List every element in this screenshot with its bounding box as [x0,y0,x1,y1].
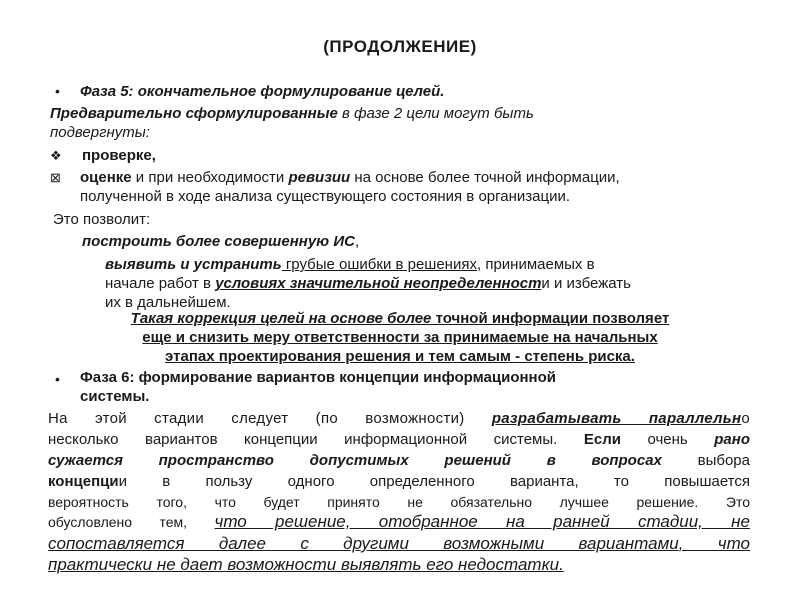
correction-line1: Такая коррекция целей на основе более точной информации позволяет [130,310,670,327]
correction-line3: этапах проектирования решения и тем самым - степень риска. [165,348,635,365]
slide-title: (ПРОДОЛЖЕНИЕ) [323,37,477,56]
pre-paragraph-line1: Предварительно сформулированные в фазе 2 цели могут быть [50,105,534,122]
benefit-1: построить более совершенную ИС, [82,233,360,250]
para-line8: практически не дает возможности выявлять его недостатки. [48,555,564,574]
para-line5: вероятность того, что будет принято не обязательно лучшее решение. Это [48,494,750,510]
para-line2: несколько вариантов концепции информационной системы. Если очень рано [48,431,750,448]
diamond-bullet-icon: ❖ [50,148,62,163]
item-check: проверке, [82,147,156,164]
item-review-line1: оценке и при необходимости ревизии на основе более точной информации, [80,169,620,186]
para-line1: На этой стадии следует (по возможности) разрабатывать параллельно [48,410,750,427]
benefit-2-line3: их в дальнейшем. [105,294,231,311]
pre-paragraph-line2: подвергнуты: [50,124,150,141]
para-line6: обусловлено тем, что решение, отобранное на ранней стадии, не [48,512,750,531]
para-line3: сужается пространство допустимых решений в вопросах выбора [48,452,750,469]
allows-label: Это позволит: [53,211,151,228]
para-line7: сопоставляется далее с другими возможными вариантами, что [48,534,750,553]
phase6-bullet: • [55,371,60,387]
benefit-2-line1: выявить и устранить грубые ошибки в решениях, принимаемых в [105,256,595,273]
benefit-2-line2: начале работ в условиях значительной неопределенности и избежать [105,275,631,292]
phase5-bullet: • [55,83,60,99]
para-line4: концепции в пользу одного определенного варианта, то повышается [48,473,750,490]
phase6-heading-line2: системы. [80,388,150,405]
box-bullet-icon: ⊠ [50,170,61,185]
phase6-heading-line1: Фаза 6: формирование вариантов концепции информационной [80,369,556,386]
phase5-heading: Фаза 5: окончательное формулирование целей. [80,83,445,100]
correction-line2: еще и снизить меру ответственности за принимаемые на начальных [142,329,658,346]
item-review-line2: полученной в ходе анализа существующего состояния в организации. [80,188,571,205]
